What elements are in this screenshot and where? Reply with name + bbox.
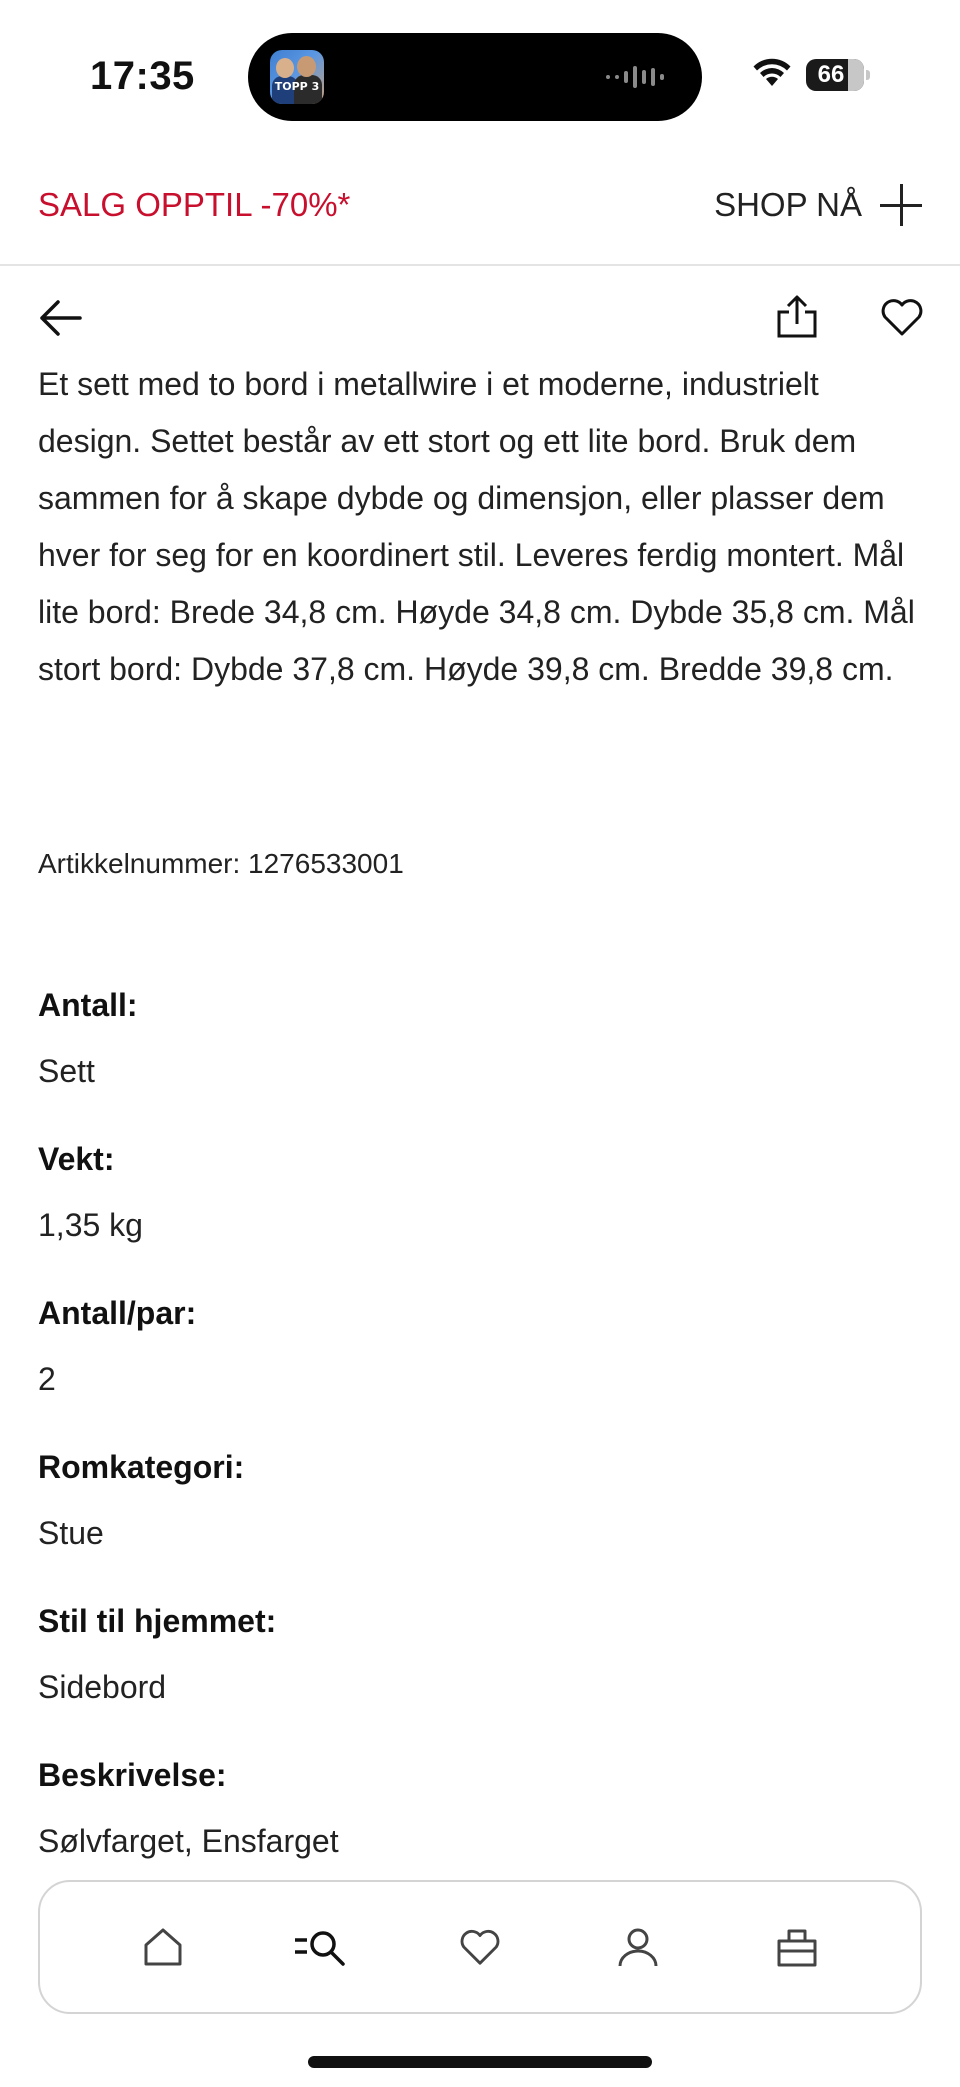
spec-value: 1,35 kg xyxy=(38,1207,143,1243)
article-number: Artikkelnummer: 1276533001 xyxy=(38,848,404,879)
spec-label: Romkategori: xyxy=(38,1449,245,1485)
user-icon xyxy=(616,1925,660,1969)
shop-now-label: SHOP NÅ xyxy=(714,186,862,223)
nav-bag[interactable] xyxy=(765,1915,829,1979)
audio-waveform-icon xyxy=(606,66,664,88)
spec-list xyxy=(38,985,918,1909)
product-action-row xyxy=(0,290,960,346)
nav-search[interactable] xyxy=(290,1915,354,1979)
spec-item-stil xyxy=(38,1601,918,1755)
spec-label: Antall/par: xyxy=(38,1295,197,1331)
battery-icon xyxy=(806,59,864,91)
plus-icon xyxy=(880,184,922,226)
spec-value: Sett xyxy=(38,1053,95,1089)
bag-icon xyxy=(775,1925,819,1969)
promo-banner[interactable] xyxy=(0,150,960,266)
spec-label: Stil til hjemmet: xyxy=(38,1603,277,1639)
spec-value: Stue xyxy=(38,1515,104,1551)
spec-label: Vekt: xyxy=(38,1141,115,1177)
wifi-icon xyxy=(752,58,792,88)
spec-item-vekt xyxy=(38,1139,918,1293)
battery-tip xyxy=(866,70,870,80)
spec-item-romkategori xyxy=(38,1447,918,1601)
spec-label: Antall: xyxy=(38,987,138,1023)
podcast-app-icon xyxy=(270,50,324,104)
nav-home[interactable] xyxy=(131,1915,195,1979)
spec-label: Beskrivelse: xyxy=(38,1757,227,1793)
product-description: Et sett med to bord i metallwire i et moderne, industrielt design. Settet består av ett stort og ett lite bord. Bruk dem sammen for å skape dybde og dimensjon, eller plasser dem hver for seg for en koordinert stil. Leveres ferdig montert. Mål lite bord: Brede 34,8 cm. Høyde 34,8 cm. Dybde 35,8 cm. Mål stort bord: Dybde 37,8 cm. Høyde 39,8 cm. Bredde 39,8 cm. xyxy=(38,366,915,687)
promo-sale-text[interactable]: SALG OPPTIL -70%* xyxy=(38,186,351,223)
search-icon xyxy=(293,1925,351,1969)
heart-icon[interactable] xyxy=(880,296,924,338)
home-indicator[interactable] xyxy=(308,2056,652,2068)
dynamic-island[interactable] xyxy=(248,33,702,121)
spec-item-antall-par xyxy=(38,1293,918,1447)
nav-account[interactable] xyxy=(606,1915,670,1979)
spec-item-antall xyxy=(38,985,918,1139)
island-app-label: TOPP 3 xyxy=(274,80,320,93)
arrow-left-icon[interactable] xyxy=(36,296,84,340)
bottom-nav xyxy=(38,1880,922,2014)
spec-value: 2 xyxy=(38,1361,56,1397)
status-time: 17:35 xyxy=(90,54,195,98)
status-bar xyxy=(0,0,960,150)
shop-now-button[interactable] xyxy=(714,184,922,226)
nav-favorites[interactable] xyxy=(448,1915,512,1979)
share-icon[interactable] xyxy=(774,294,820,340)
battery-level: 66 xyxy=(817,61,845,88)
spec-value: Sølvfarget, Ensfarget xyxy=(38,1823,339,1859)
spec-value: Sidebord xyxy=(38,1669,167,1705)
home-icon xyxy=(141,1925,185,1969)
heart-icon xyxy=(459,1927,501,1967)
